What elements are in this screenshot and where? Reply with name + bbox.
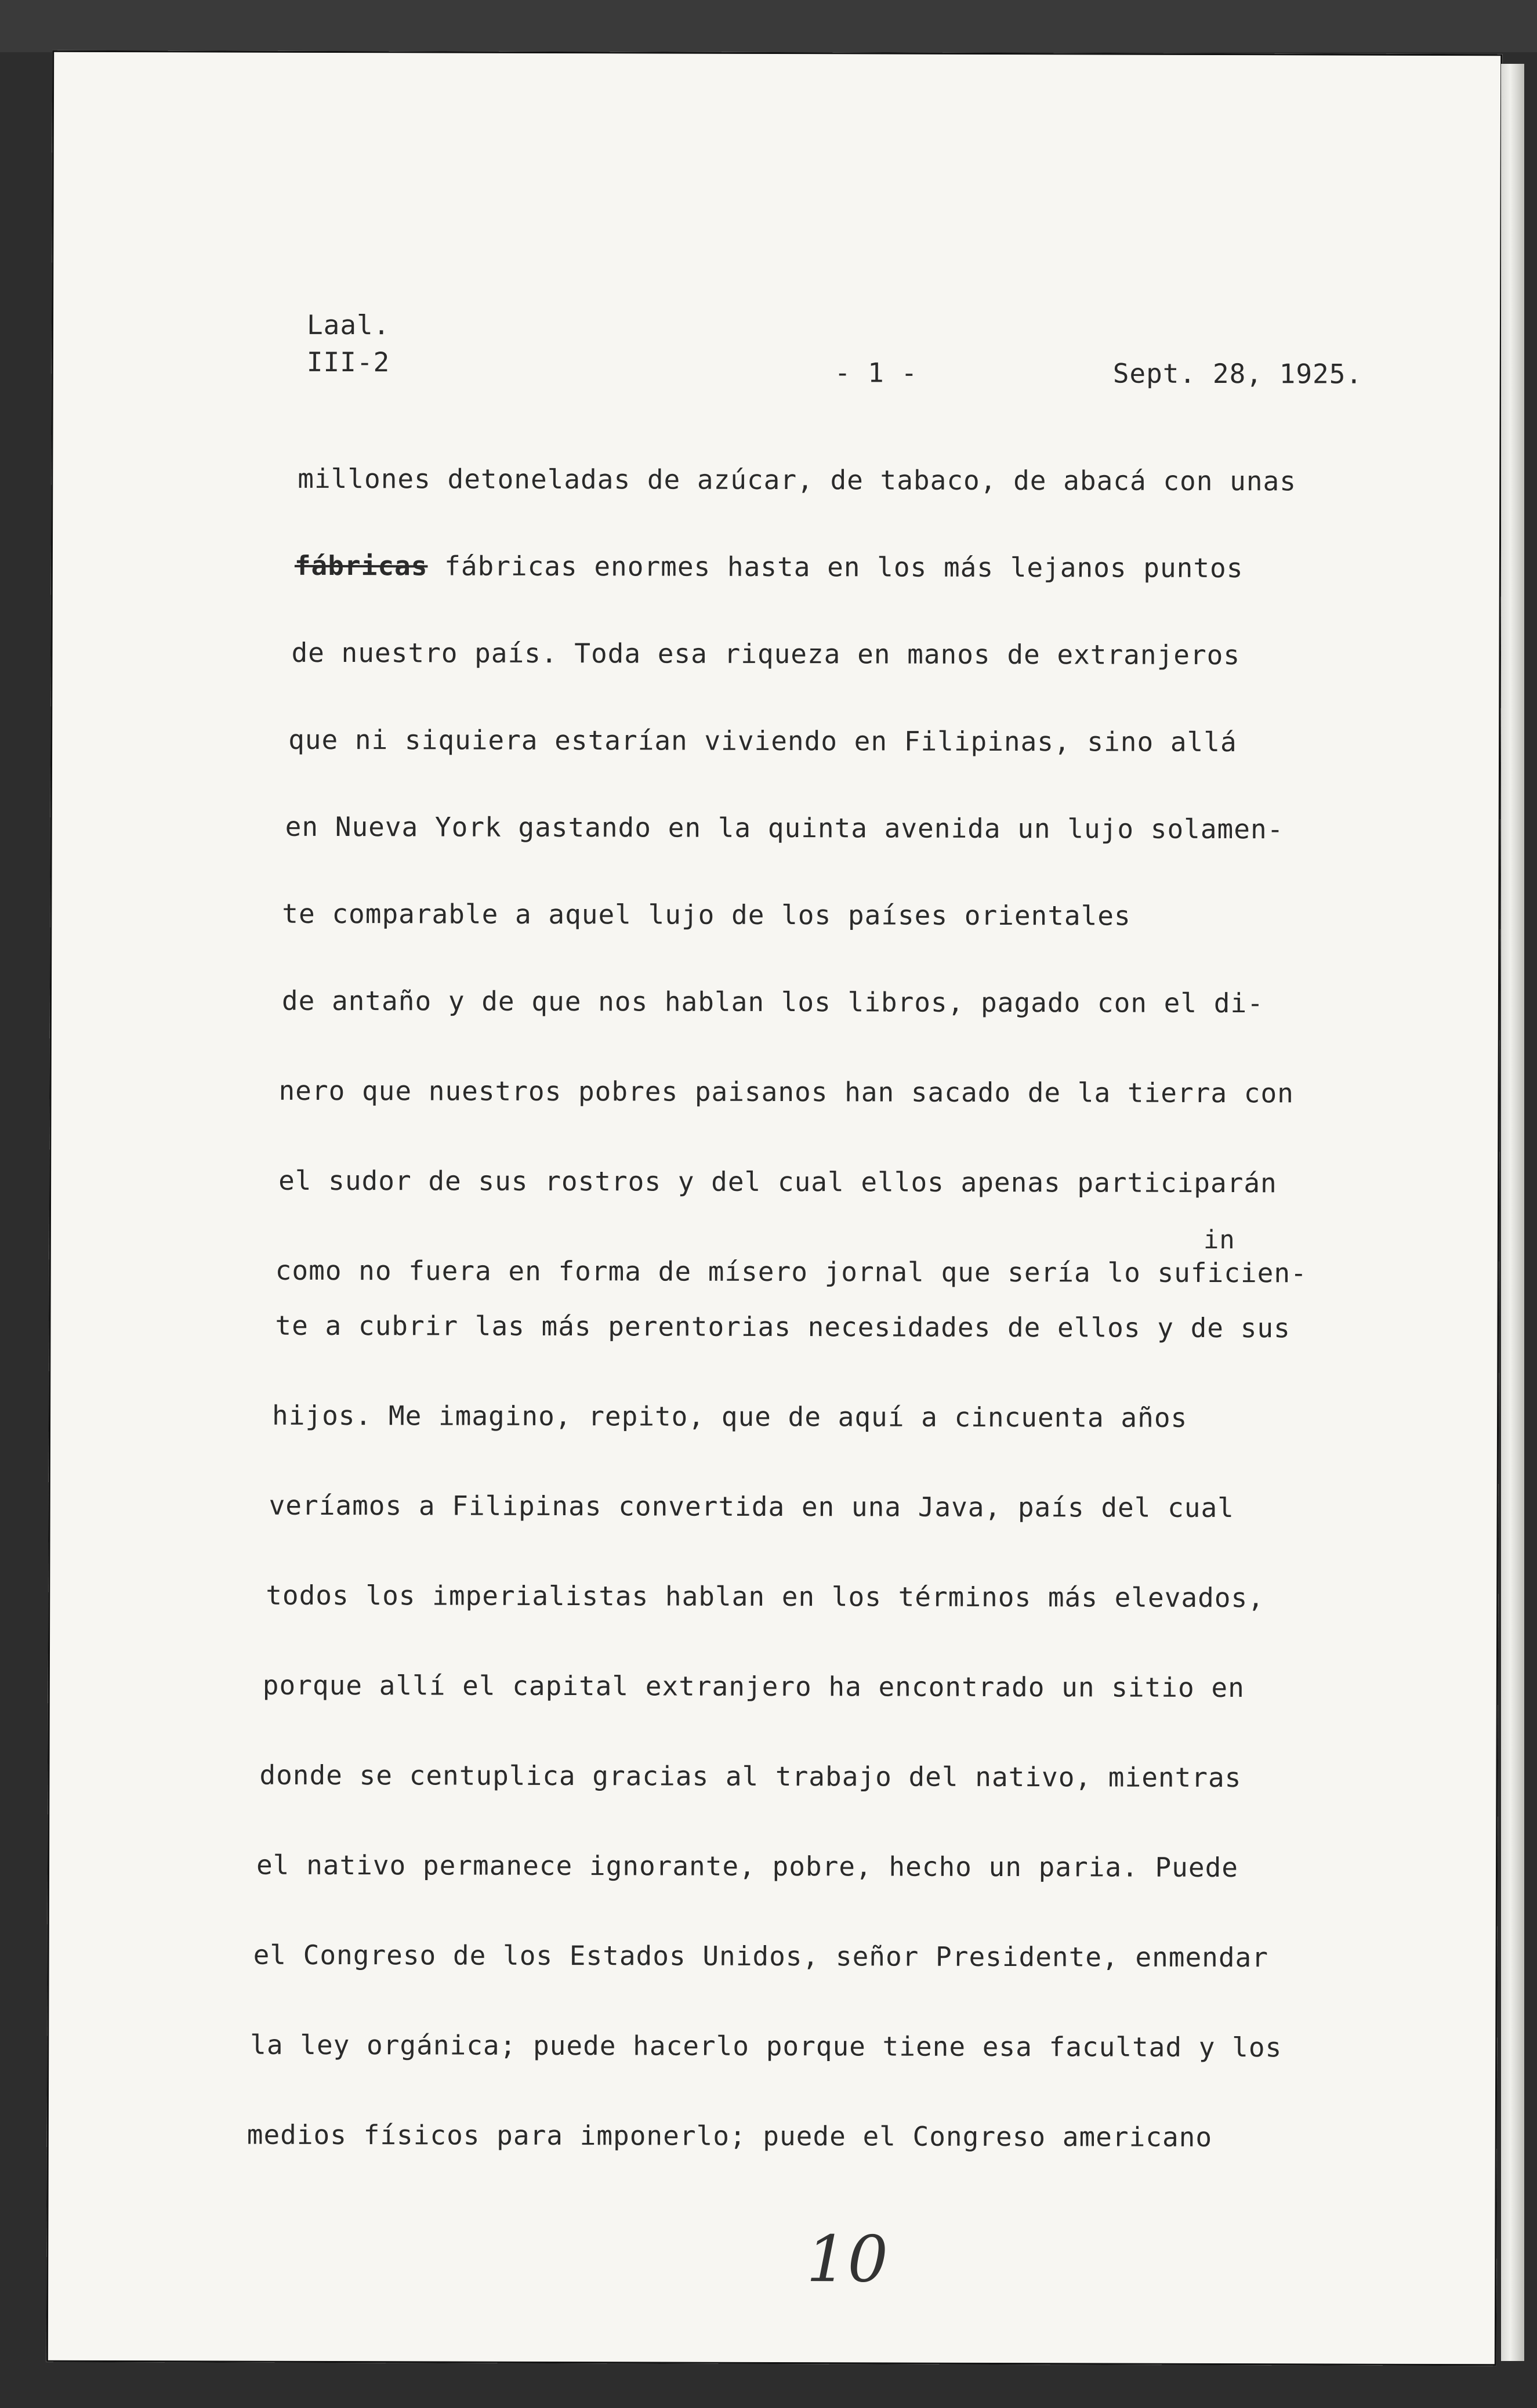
text-line-18: el Congreso de los Estados Unidos, señor Presidente, enmendar — [253, 1939, 1269, 1974]
typed-text-body — [46, 50, 1502, 2366]
struck-word: fábricas — [294, 549, 428, 582]
text-line-13: veríamos a Filipinas convertida en una Java, país del cual — [269, 1489, 1235, 1524]
text-line-4: que ni siquiera estarían viviendo en Filipinas, sino allá — [288, 723, 1237, 758]
text-line-2-content: fábricas enormes hasta en los más lejanos puntos — [444, 550, 1244, 584]
handwritten-page-number: 10 — [806, 2222, 889, 2297]
document-reference — [307, 306, 390, 381]
text-line-20: medios físicos para imponerlo; puede el Congreso americano — [246, 2119, 1213, 2153]
interlinear-insert: in — [1203, 1225, 1235, 1255]
text-line-19: la ley orgánica; puede hacerlo porque tiene esa facultad y los — [250, 2029, 1282, 2063]
text-line-7: de antaño y de que nos hablan los libros, pagado con el di- — [281, 984, 1264, 1019]
text-line-6 — [282, 898, 1131, 932]
reference-line-1: Laal. — [306, 309, 390, 341]
text-line-14: todos los imperialistas hablan en los términos más elevados, — [266, 1579, 1264, 1614]
text-line-9: el sudor de sus rostros y del cual ellos apenas participarán — [278, 1164, 1277, 1199]
text-line-5: en Nueva York gastando en la quinta avenida un lujo solamen- — [285, 810, 1284, 845]
page-number: - 1 - — [834, 357, 918, 389]
stacked-page-edges — [1501, 64, 1524, 2361]
text-line-17: el nativo permanece ignorante, pobre, hecho un paria. Puede — [256, 1849, 1239, 1884]
text-line-10: como no fuera en forma de mísero jornal que sería lo suficien- — [275, 1254, 1307, 1289]
text-line-12: hijos. Me imagino, repito, que de aquí a cincuenta años — [271, 1399, 1188, 1433]
text-line-1: millones detoneladas de azúcar, de tabaco, de abacá con unas — [298, 462, 1297, 497]
document-date: Sept. 28, 1925. — [1112, 357, 1363, 390]
text-line-11: te a cubrir las más perentorias necesidades de ellos y de sus — [275, 1309, 1290, 1344]
text-line-15: porque allí el capital extranjero ha encontrado un sitio en — [262, 1669, 1245, 1704]
text-line-6-content: te comparable a aquel lujo de los países orientales — [282, 897, 1131, 932]
text-line-8: nero que nuestros pobres paisanos han sacado de la tierra con — [278, 1074, 1294, 1109]
document-page — [46, 50, 1502, 2366]
text-line-16: donde se centuplica gracias al trabajo del nativo, mientras — [259, 1759, 1242, 1794]
scan-border — [0, 0, 1537, 52]
text-line-3: de nuestro país. Toda esa riqueza en manos de extranjeros — [291, 636, 1241, 671]
reference-line-2: III-2 — [306, 346, 390, 378]
text-line-2 — [295, 550, 1244, 584]
